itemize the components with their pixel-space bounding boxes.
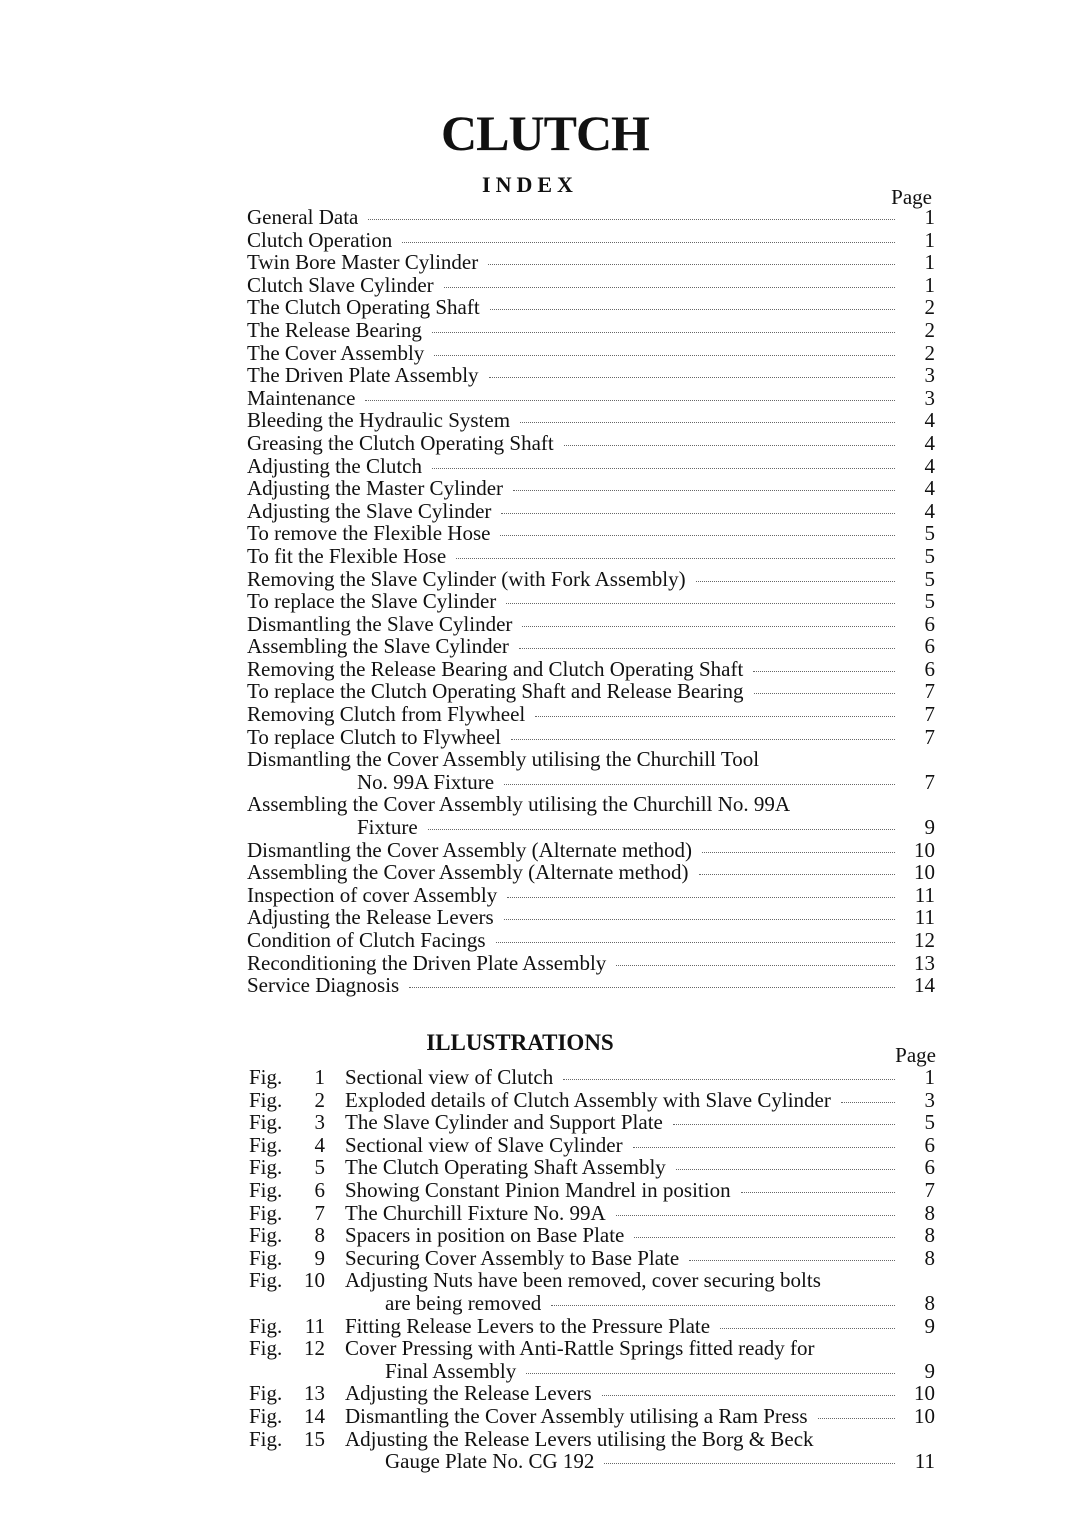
index-entry-label: Removing the Slave Cylinder (with Fork Assembly) [247,566,686,591]
figure-ref [249,1111,345,1134]
index-entry-label: Greasing the Clutch Operating Shaft [247,430,554,455]
index-entry [247,477,935,500]
index-entry-page: 6 [924,634,935,659]
figure-prefix: Fig. [249,1200,283,1225]
index-page-column-label: Page [891,185,932,209]
index-entry-label: Maintenance [247,385,356,410]
figure-prefix: Fig. [249,1313,283,1338]
illustrations-page-column-label: Page [895,1043,936,1067]
illustration-entry [249,1066,935,1089]
illustration-page: 11 [914,1449,935,1474]
figure-ref [249,1337,345,1360]
dot-leader [513,489,895,491]
figure-prefix: Fig. [249,1177,283,1202]
dot-leader [741,1191,895,1193]
illustration-label-continued: are being removed [385,1290,542,1315]
index-entry-label: General Data [247,205,359,229]
index-entry-page: 7 [924,769,935,794]
illustration-entry [249,1382,935,1405]
dot-leader [409,986,895,988]
illustration-entry [249,1111,935,1134]
figure-prefix: Fig. [249,1381,283,1406]
illustration-label: The Clutch Operating Shaft Assembly [345,1155,666,1180]
figure-number: 13 [304,1381,325,1406]
dot-leader [490,308,895,310]
index-entry-page: 7 [924,679,935,704]
dot-leader [488,263,895,265]
index-entry [247,229,935,252]
index-entry [247,364,935,387]
figure-ref [249,1089,345,1112]
figure-ref [249,1179,345,1202]
figure-prefix: Fig. [249,1336,283,1361]
illustration-page: 9 [924,1358,935,1383]
illustration-label: Exploded details of Clutch Assembly with Slave Cylinder [345,1087,831,1112]
index-entry-page: 1 [924,205,935,229]
index-entry-page: 7 [924,724,935,749]
index-entry-label: To fit the Flexible Hose [247,543,447,568]
index-entry [247,545,935,568]
illustration-entry [249,1224,935,1247]
illustration-page: 8 [924,1290,935,1315]
dot-leader [616,964,895,966]
figure-number: 8 [314,1223,325,1248]
index-entry-label: Reconditioning the Driven Plate Assembly [247,950,607,975]
illustration-page: 7 [924,1177,935,1202]
figure-ref [249,1247,345,1270]
index-entry [247,929,935,952]
illustration-page: 8 [924,1200,935,1225]
figure-ref [249,1269,345,1292]
dot-leader [633,1146,895,1148]
index-entry-continuation [247,771,935,794]
dot-leader [444,286,895,288]
illustration-entry-continuation [249,1292,935,1315]
dot-leader [616,1214,895,1216]
index-entry-label-continued: No. 99A Fixture [357,769,495,794]
illustration-label: Sectional view of Clutch [345,1065,554,1089]
index-entry-label: Adjusting the Release Levers [247,905,494,930]
illustration-entry [249,1405,935,1428]
illustration-entry [249,1202,935,1225]
dot-leader [604,1462,895,1464]
page-title: CLUTCH [441,105,649,161]
index-entry-page: 9 [924,815,935,840]
index-entry-page: 5 [924,543,935,568]
index-entry-label: Removing the Release Bearing and Clutch Operating Shaft [247,656,744,681]
index-entry [247,590,935,613]
illustration-entry-continuation [249,1360,935,1383]
figure-number: 9 [314,1245,325,1270]
dot-leader [428,828,895,830]
index-entry-continuation [247,816,935,839]
dot-leader [511,738,895,740]
figure-prefix: Fig. [249,1245,283,1270]
dot-leader [456,557,895,559]
index-entry-label: Bleeding the Hydraulic System [247,408,511,433]
dot-leader [519,647,895,649]
index-entry-label: Assembling the Slave Cylinder [247,634,509,659]
index-entry-label: To replace the Slave Cylinder [247,589,497,614]
index-entry [247,296,935,319]
dot-leader [432,331,895,333]
illustration-label: Adjusting Nuts have been removed, cover securing bolts [345,1268,821,1293]
index-entry-label: Dismantling the Cover Assembly (Alternate method) [247,837,692,862]
index-entry [247,726,935,749]
index-entry-label: Twin Bore Master Cylinder [247,250,479,275]
illustration-label: Adjusting the Release Levers [345,1381,592,1406]
index-entry [247,658,935,681]
index-entry-page: 5 [924,589,935,614]
index-entry-label: Clutch Slave Cylinder [247,272,434,297]
figure-ref [249,1405,345,1428]
illustration-label: The Slave Cylinder and Support Plate [345,1110,663,1135]
index-entry [247,206,935,229]
figure-ref [249,1202,345,1225]
illustration-page: 9 [924,1313,935,1338]
illustration-entry [249,1315,935,1338]
illustration-label: Adjusting the Release Levers utilising the Borg & Beck [345,1426,814,1451]
illustration-entry [249,1134,935,1157]
illustration-label: Securing Cover Assembly to Base Plate [345,1245,680,1270]
dot-leader [432,467,895,469]
index-entry-page: 4 [924,430,935,455]
index-entry [247,952,935,975]
dot-leader [699,873,895,875]
illustration-label: Spacers in position on Base Plate [345,1223,625,1248]
index-entry [247,342,935,365]
index-entry-label: Service Diagnosis [247,973,400,998]
index-heading: INDEX [482,172,578,197]
index-entry [247,251,935,274]
index-entry-label: The Release Bearing [247,317,422,342]
dot-leader [696,580,895,582]
dot-leader [563,1078,895,1080]
index-entry-page: 4 [924,476,935,501]
illustration-page: 10 [914,1403,935,1428]
figure-number: 14 [304,1403,325,1428]
index-entry [247,974,935,997]
index-entry-label: To replace the Clutch Operating Shaft and Release Bearing [247,679,744,704]
figure-number: 3 [314,1110,325,1135]
index-entry-page: 5 [924,521,935,546]
index-entry-label: To remove the Flexible Hose [247,521,491,546]
index-entry [247,387,935,410]
dot-leader [753,670,895,672]
illustration-entry [249,1269,935,1292]
index-entry [247,635,935,658]
illustration-label: The Churchill Fixture No. 99A [345,1200,606,1225]
dot-leader [368,218,895,220]
dot-leader [689,1259,895,1261]
index-entry [247,613,935,636]
index-entry-label: Inspection of cover Assembly [247,882,498,907]
dot-leader [754,692,895,694]
dot-leader [818,1417,895,1419]
figure-number: 15 [304,1426,325,1451]
figure-number: 12 [304,1336,325,1361]
index-entry-label: Condition of Clutch Facings [247,928,486,952]
figure-number: 11 [304,1313,325,1338]
index-entry-label: The Clutch Operating Shaft [247,295,480,320]
index-entry [247,793,935,816]
index-entry-page: 3 [924,363,935,388]
index-entry-label: Adjusting the Clutch [247,453,422,478]
index-entry-page: 2 [924,340,935,365]
index-entry [247,409,935,432]
dot-leader [673,1123,895,1125]
dot-leader [564,444,895,446]
index-entry-page: 12 [914,928,935,952]
index-entry [247,839,935,862]
index-entry-label: Clutch Operation [247,227,393,252]
illustration-page: 10 [914,1381,935,1406]
index-entry [247,680,935,703]
index-entry [247,319,935,342]
index-entry-page: 1 [924,250,935,275]
dot-leader [501,512,895,514]
figure-prefix: Fig. [249,1223,283,1248]
figure-ref [249,1224,345,1247]
illustration-page: 5 [924,1110,935,1135]
index-entry-page: 13 [914,950,935,975]
dot-leader [506,602,895,604]
dot-leader [520,421,895,423]
illustration-page: 1 [924,1065,935,1089]
index-entry-label: Dismantling the Cover Assembly utilising the Churchill Tool [247,747,760,772]
index-entry [247,432,935,455]
figure-ref [249,1156,345,1179]
illustration-entry-continuation [249,1450,935,1473]
figure-prefix: Fig. [249,1155,283,1180]
index-entry-label-continued: Fixture [357,815,418,840]
figure-number: 6 [314,1177,325,1202]
index-entry [247,861,935,884]
index-entry-page: 14 [914,973,935,998]
illustration-label: Dismantling the Cover Assembly utilising a Ram Press [345,1403,808,1428]
figure-prefix: Fig. [249,1403,283,1428]
index-entry [247,500,935,523]
index-entry-page: 7 [924,702,935,727]
index-entry-page: 6 [924,656,935,681]
index-entry-label: Assembling the Cover Assembly (Alternate method) [247,860,689,885]
index-entry [247,748,935,771]
index-entry-page: 11 [914,882,935,907]
dot-leader [841,1101,895,1103]
figure-number: 5 [314,1155,325,1180]
figure-ref [249,1066,345,1089]
index-entry-label: The Cover Assembly [247,340,425,365]
illustration-label-continued: Final Assembly [385,1358,517,1383]
figure-number: 7 [314,1200,325,1225]
dot-leader [504,783,895,785]
illustrations-heading: ILLUSTRATIONS [426,1030,614,1055]
dot-leader [500,534,895,536]
index-entry-page: 3 [924,385,935,410]
illustration-label: Showing Constant Pinion Mandrel in position [345,1177,731,1202]
index-entry-page: 4 [924,498,935,523]
dot-leader [720,1327,895,1329]
illustration-label: Cover Pressing with Anti-Rattle Springs fitted ready for [345,1336,815,1361]
index-entry-page: 4 [924,453,935,478]
index-list [247,206,935,997]
dot-leader [365,399,895,401]
figure-ref [249,1428,345,1451]
index-entry-page: 10 [914,860,935,885]
dot-leader [402,241,895,243]
index-entry-page: 1 [924,272,935,297]
index-entry-label: Removing Clutch from Flywheel [247,702,526,727]
dot-leader [526,1372,895,1374]
illustration-entry [249,1337,935,1360]
index-entry-label: Adjusting the Master Cylinder [247,476,504,501]
figure-prefix: Fig. [249,1132,283,1157]
dot-leader [504,918,895,920]
index-entry-label: Adjusting the Slave Cylinder [247,498,492,523]
illustration-page: 8 [924,1223,935,1248]
index-entry-label: The Driven Plate Assembly [247,363,479,388]
illustration-page: 8 [924,1245,935,1270]
dot-leader [507,896,895,898]
illustration-page: 6 [924,1155,935,1180]
figure-ref [249,1134,345,1157]
index-entry-page: 6 [924,611,935,636]
illustration-label: Sectional view of Slave Cylinder [345,1132,623,1157]
index-entry [247,455,935,478]
index-entry [247,703,935,726]
index-entry [247,274,935,297]
dot-leader [702,851,895,853]
figure-ref [249,1382,345,1405]
figure-number: 4 [314,1132,325,1157]
index-entry-page: 11 [914,905,935,930]
dot-leader [522,625,895,627]
index-entry [247,906,935,929]
index-entry [247,568,935,591]
index-entry-page: 5 [924,566,935,591]
dot-leader [634,1236,895,1238]
dot-leader [496,941,895,943]
figure-number: 1 [314,1065,325,1089]
dot-leader [535,715,895,717]
illustration-entry [249,1247,935,1270]
index-entry-page: 10 [914,837,935,862]
figure-number: 10 [304,1268,325,1293]
index-entry-page: 4 [924,408,935,433]
index-entry [247,884,935,907]
illustration-entry [249,1156,935,1179]
figure-prefix: Fig. [249,1268,283,1293]
figure-prefix: Fig. [249,1426,283,1451]
figure-prefix: Fig. [249,1065,283,1089]
dot-leader [434,354,895,356]
index-entry-label: Dismantling the Slave Cylinder [247,611,513,636]
illustration-page: 3 [924,1087,935,1112]
index-entry-page: 2 [924,317,935,342]
illustration-label-continued: Gauge Plate No. CG 192 [385,1449,595,1474]
dot-leader [551,1304,895,1306]
illustrations-list [249,1066,935,1473]
figure-prefix: Fig. [249,1087,283,1112]
dot-leader [602,1394,895,1396]
illustration-label: Fitting Release Levers to the Pressure Plate [345,1313,711,1338]
illustration-page: 6 [924,1132,935,1157]
illustration-entry [249,1179,935,1202]
index-entry-page: 1 [924,227,935,252]
dot-leader [676,1168,895,1170]
figure-ref [249,1315,345,1338]
figure-prefix: Fig. [249,1110,283,1135]
figure-number: 2 [314,1087,325,1112]
index-entry-page: 2 [924,295,935,320]
index-entry-label: Assembling the Cover Assembly utilising the Churchill No. 99A [247,792,791,817]
illustration-entry [249,1428,935,1451]
index-entry-label: To replace Clutch to Flywheel [247,724,501,749]
dot-leader [489,376,895,378]
illustration-entry [249,1089,935,1112]
index-entry [247,522,935,545]
